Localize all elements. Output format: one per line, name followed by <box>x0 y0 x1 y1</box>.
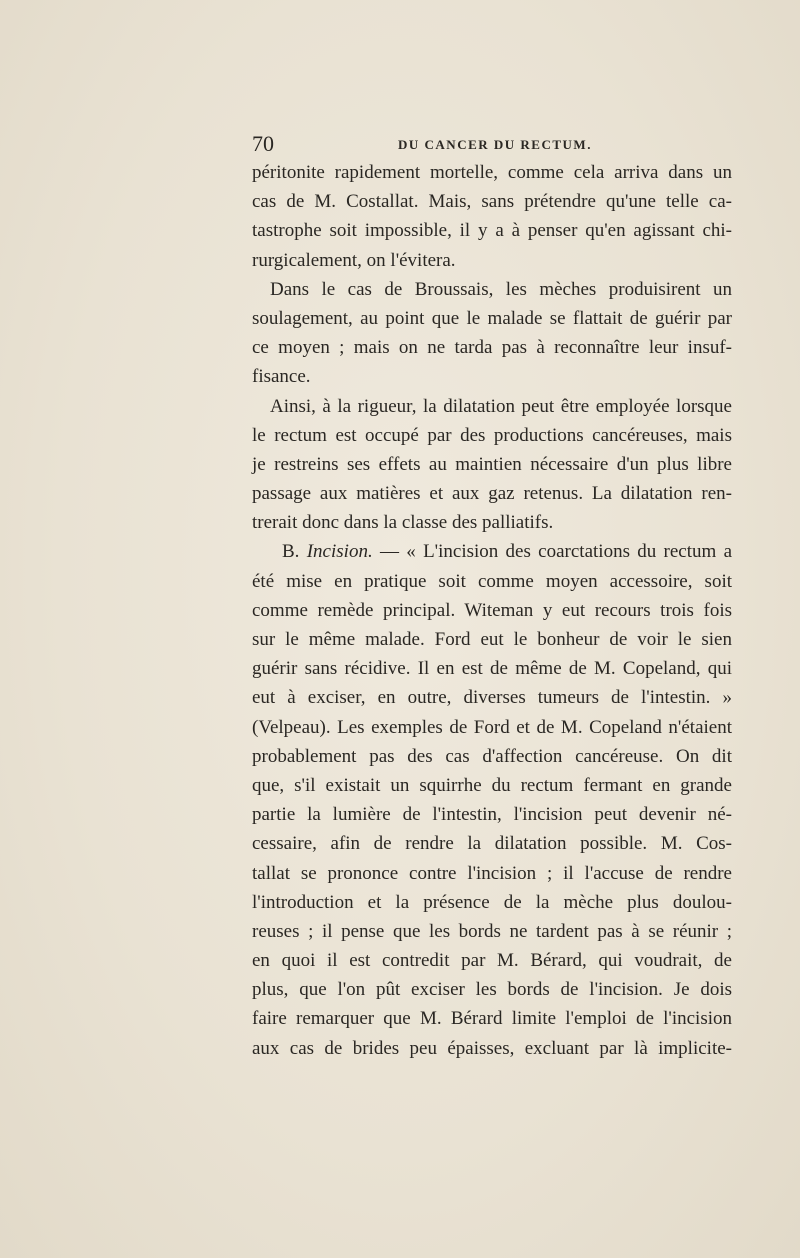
page-number: 70 <box>252 131 274 156</box>
text-line: (Velpeau). Les exemples de Ford et de M. Copeland n'étaient <box>252 716 732 738</box>
text-line: le rectum est occupé par des productions cancéreuses, mais <box>252 424 732 446</box>
text-line: partie la lumière de l'intestin, l'incision peut devenir né- <box>252 804 732 826</box>
text-line: probablement pas des cas d'affection cancéreuse. On dit <box>252 745 732 767</box>
section-heading-line <box>252 537 732 566</box>
text-line: reuses ; il pense que les bords ne tardent pas à se réunir ; <box>252 920 732 942</box>
text-line: je restreins ses effets au maintien nécessaire d'un plus libre <box>252 453 732 475</box>
text-line: sur le même malade. Ford eut le bonheur de voir le sien <box>252 629 732 650</box>
section-label: B. <box>282 541 300 563</box>
text-line: tastrophe soit impossible, il y a à penser qu'en agissant chi- <box>252 220 732 242</box>
text-line: passage aux matières et aux gaz retenus. La dilatation ren- <box>252 483 732 505</box>
text-line: eut à exciser, en outre, diverses tumeurs de l'intestin. » <box>252 687 732 709</box>
text-line: rurgicalement, on l'évitera. <box>252 249 456 271</box>
text-line: aux cas de brides peu épaisses, excluant par là implicite- <box>252 1037 732 1059</box>
text-line: tallat se prononce contre l'incision ; il l'accuse de rendre <box>252 862 732 884</box>
text-line: péritonite rapidement mortelle, comme cela arriva dans un <box>252 162 732 183</box>
text-line: fisance. <box>252 366 311 388</box>
text-line: plus, que l'on pût exciser les bords de l'incision. Je dois <box>252 979 732 1001</box>
running-title: DU CANCER DU RECTUM. <box>398 137 592 152</box>
page-header <box>252 130 732 158</box>
text-line: — « L'incision des coarctations du rectum a <box>380 541 733 563</box>
text-line: soulagement, au point que le malade se flattait de guérir par <box>252 307 732 329</box>
text-line: que, s'il existait un squirrhe du rectum fermant en grande <box>252 774 732 796</box>
text-line: été mise en pratique soit comme moyen accessoire, soit <box>252 570 732 592</box>
text-line: cas de M. Costallat. Mais, sans prétendre qu'une telle ca- <box>252 191 732 213</box>
text-line: comme remède principal. Witeman y eut recours trois fois <box>252 599 732 621</box>
text-line: en quoi il est contredit par M. Bérard, qui voudrait, de <box>252 950 732 972</box>
text-line: cessaire, afin de rendre la dilatation possible. M. Cos- <box>252 833 732 855</box>
text-line: guérir sans récidive. Il en est de même de M. Copeland, qui <box>252 658 732 680</box>
body-text <box>252 158 732 1063</box>
text-line: Ainsi, à la rigueur, la dilatation peut être employée lorsque <box>270 395 732 417</box>
text-line: ce moyen ; mais on ne tarda pas à reconnaître leur insuf- <box>252 337 732 359</box>
text-line: l'introduction et la présence de la mèche plus doulou- <box>252 891 732 913</box>
section-title: Incision. <box>306 541 373 563</box>
text-line: trerait donc dans la classe des palliatifs. <box>252 512 554 534</box>
text-line: Dans le cas de Broussais, les mèches produisirent un <box>270 278 732 300</box>
text-line: faire remarquer que M. Bérard limite l'emploi de l'incision <box>252 1008 732 1030</box>
